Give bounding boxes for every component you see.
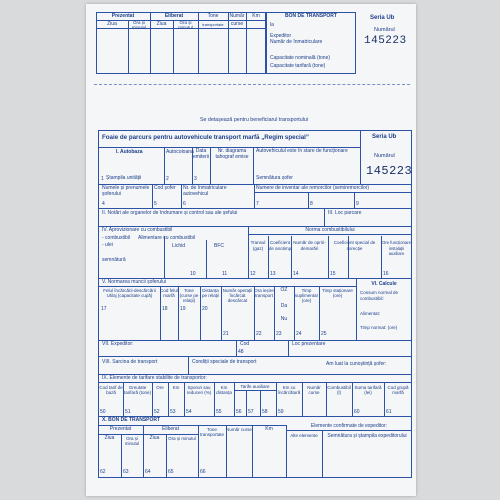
form-title: Foaie de parcurs pentru autovehicule transport marfă „Regim special” bbox=[102, 134, 309, 141]
numere-remorci-label: Numere de inventar ale remorcilor (semiremorcilor) bbox=[256, 185, 370, 191]
sec8-label: VIII. Sarcina de transport bbox=[102, 359, 158, 365]
bon-ziua-2: Ziua bbox=[149, 435, 160, 441]
bon-km: Km bbox=[265, 426, 273, 432]
stub-eliberat: Eliberat bbox=[164, 13, 184, 19]
sec6-label: VI. Calcule bbox=[371, 281, 397, 287]
cod-expeditor-label: Cod bbox=[240, 341, 250, 347]
sec2-label: II. Notări ale organelor de îndrumare și control sau ale șefului bbox=[102, 210, 238, 216]
stub-ora-2: Ora și minutul bbox=[178, 20, 193, 30]
stub-inmatriculare: Număr de înmatriculare bbox=[270, 39, 323, 45]
nume-sofer-label: Numele și prenumele șoferului bbox=[102, 185, 150, 197]
alimentat-label: Alimentat: bbox=[360, 311, 381, 316]
loc-prezentare-label: Loc prezentare bbox=[292, 341, 326, 347]
waybill-sheet: Prezentat Eliberat Tone Număr Km Ziua Ora și minutul Ziua Ora și minutul transportate curse BON DE TRANSPORT la Expeditor Număr de înmatriculare Capacitate nominală (tone) Capacitate tarifară (tone) Seria Ub Numărul 145223 Se detașează pentru beneficiarul transportului Foaie de parcurs pentru autovehicule transport marfă „Regim special” Seria Ub Numărul 145223 I. Autobaza Autocoloana Data emiterii Nr. diagrama tahograf emise Autovehiculul este în stare de funcționare 1 Ștampila unității 2 3 Semnătura șofer Numele și prenumele șoferului Cod șofer Nr. de înmatriculare autovehicul Numere de inventar ale remorcilor (semiremorcilor) 4 5 6 7 8 9 II. Notări ale organelor de îndrumare și control sau ale șefului III. Loc parcare IV. Aprovizionare cu combustibil Alimentare cu combustibil Norma combustibilului - combustibil - ulei semnătură Lichid BFC Transul (gaz) Coeficient de anotimp Număr de opriri-demarări Coeficient special de corecție Ore funcționare instalații auxiliare 10 11 12 13 14 15 16 V. Normarea muncii șoferului Felul încărcării-descărcării Utilaj (capacitate cupă) Cod felul marfă Tone (curse pe relații) Distanța pe relații Număr operații încărcat descărcat Ora ieșire transport OZ Timp suplimentar (ore) Timp staționare (ore) Da Nu 17 18 19 20 21 22 23 24 25 VI. Calcule Consum normal de combustibil: Alimentat: Timp normat: (ore) VII. Expeditor: Cod Loc prezentare 48 VIII. Sarcina de transport Condiții speciale de transport Am luat la cunoștință șofer: IX. Elemente de tarifare stabilite de transportor: Cod tarif de bază Greutate tarifară (tone) Ore Km Sporuri sau reduceri (%) Km distanța Tarife auxiliare Km cu încărcătură Număr curse Combustibil (l) Suma tarifară (lei) Cod grupă marfă 50 51 52 53 54 55 56 57 58 59 60 61 X. BON DE TRANSPORT Elemente confirmate de expeditor: Prezentat Eliberat Tone transportate Număr curse Km Alte elemente Ziua Ora și minutul Ziua Ora și minutul Semnătura și ștampila expeditorului 62 63 64 65 66 bbox=[86, 4, 416, 496]
combustibil-l-label: Combustibil (l) bbox=[327, 385, 351, 395]
sec4-label: IV. Aprovizionare cu combustibil bbox=[102, 227, 173, 233]
km-incarcatura-label: Km cu încărcătură bbox=[277, 385, 301, 395]
km-distanta-label: Km distanța bbox=[216, 385, 232, 395]
sec7-label: VII. Expeditor: bbox=[102, 341, 134, 347]
autocoloana-label: Autocoloana bbox=[166, 149, 194, 155]
bon-eliberat: Eliberat bbox=[162, 426, 179, 432]
coef-special-label: Coeficient special de corecție bbox=[333, 240, 376, 251]
ora-iesire-label: Ora ieșire transport bbox=[254, 288, 274, 298]
felul-incarcarii-label: Felul încărcării-descărcării Utilaj (capacitate cupă) bbox=[103, 288, 156, 298]
oz-label: OZ bbox=[280, 287, 288, 293]
stub-cap-nominala: Capacitate nominală (tone) bbox=[270, 55, 331, 61]
transul-label: Transul (gaz) bbox=[250, 240, 266, 251]
bfc-label: BFC bbox=[214, 243, 224, 249]
stub-numar: Număr bbox=[229, 13, 245, 19]
norma-label: Norma combustibilului bbox=[305, 227, 355, 233]
cunostinta-label: Am luat la cunoștință șofer: bbox=[326, 361, 387, 367]
bon-ziua-1: Ziua bbox=[104, 435, 115, 441]
sec3-label: III. Loc parcare bbox=[328, 210, 362, 216]
tone-curse-label: Tone (curse pe relații) bbox=[179, 288, 199, 303]
oz-nu: Nu bbox=[280, 316, 288, 322]
operatii-label: Număr operații încărcat descărcat bbox=[222, 288, 253, 303]
stub-serial-number: 145223 bbox=[364, 35, 407, 47]
stub-seria: Seria Ub bbox=[370, 15, 395, 21]
stub-curse: curse bbox=[230, 21, 244, 27]
autobaza-label: I. Autobaza bbox=[116, 149, 143, 155]
cod-marfa-label: Cod felul marfă bbox=[160, 288, 178, 298]
bon-ora-1: Ora și minutul bbox=[124, 436, 140, 446]
tarife-auxiliare-label: Tarife auxiliare bbox=[240, 384, 270, 389]
bon-alte-elemente: Alte elemente bbox=[290, 433, 318, 438]
stub-transportate: transportate bbox=[202, 22, 224, 27]
ulei-label: - ulei bbox=[102, 242, 113, 248]
form-serial-number: 145223 bbox=[366, 164, 413, 178]
bon-prezentat: Prezentat bbox=[109, 426, 132, 432]
km-label: Km bbox=[172, 385, 180, 390]
cod-sofer-label: Cod șofer bbox=[154, 185, 176, 191]
stub-ziua-2: Ziua bbox=[156, 21, 167, 27]
conditii-label: Condiții speciale de transport bbox=[192, 359, 257, 365]
form-seria: Seria Ub bbox=[372, 134, 397, 140]
alimentare-label: Alimentare cu combustibil bbox=[138, 235, 195, 241]
bon-ora-2: Ora și minutul bbox=[168, 436, 196, 441]
perforation-line bbox=[94, 84, 410, 85]
cod-grupa-label: Cod grupă marfă bbox=[387, 385, 409, 395]
semnatura-stampila-label: Semnătura și ștampila expeditorului bbox=[327, 433, 407, 439]
bon-numar-curse: Număr curse bbox=[226, 427, 252, 432]
nr-diagrama-label: Nr. diagrama tahograf emise bbox=[215, 148, 249, 160]
data-emiterii-label: Data emiterii bbox=[192, 148, 210, 160]
timp-normat-label: Timp normat: (ore) bbox=[360, 325, 398, 330]
stub-expeditor: Expeditor bbox=[270, 33, 292, 39]
confirm-label: Elemente confirmate de expeditor: bbox=[310, 423, 388, 429]
stub-prezentat: Prezentat bbox=[111, 13, 135, 19]
stub-bon-title: BON DE TRANSPORT bbox=[285, 13, 337, 19]
stampila-label: Ștampila unității bbox=[106, 175, 142, 181]
detach-note: Se detașează pentru beneficiarul transportului bbox=[199, 117, 309, 123]
cod-tarif-label: Cod tarif de bază bbox=[99, 385, 123, 395]
form-numarul: Numărul bbox=[374, 153, 395, 159]
sporuri-label: Sporuri sau reduceri (%) bbox=[186, 385, 212, 395]
timp-stationare-label: Timp staționare (ore) bbox=[322, 288, 353, 298]
stub-ziua-1: Ziua bbox=[107, 21, 117, 27]
sec10-label: X. BON DE TRANSPORT bbox=[102, 417, 161, 423]
opriri-demarari-label: Număr de opriri-demarări bbox=[293, 240, 326, 251]
suma-tarifara-label: Suma tarifară (lei) bbox=[354, 385, 382, 395]
stare-functionare-label: Autovehiculul este în stare de funcționare bbox=[256, 148, 348, 154]
bon-tone: Tone transportate bbox=[199, 427, 224, 437]
lichid-label: Lichid bbox=[172, 243, 186, 249]
coef-anotimp-label: Coeficient de anotimp bbox=[268, 240, 292, 251]
oz-da: Da bbox=[280, 303, 288, 309]
sec9-label: IX. Elemente de tarifare stabilite de transportor: bbox=[102, 375, 207, 381]
stub-numarul: Numărul bbox=[374, 27, 395, 33]
stub-cap-tarifara: Capacitate tarifară (tone) bbox=[270, 63, 326, 69]
semnatura-sofer-label: Semnătura șofer bbox=[256, 175, 293, 181]
consum-normal-label: Consum normal de combustibil: bbox=[360, 290, 399, 301]
ore-label: Ore bbox=[156, 385, 164, 390]
combustibil-label: - combustibil bbox=[102, 235, 131, 241]
stub-km: Km bbox=[252, 13, 260, 19]
ore-auxiliare-label: Ore funcționare instalații auxiliare bbox=[382, 240, 411, 257]
timp-suplimentar-label: Timp suplimentar (ore) bbox=[294, 288, 319, 303]
stub-ora-1: Ora și minutul bbox=[131, 20, 147, 30]
sec5-label: V. Normarea muncii șoferului bbox=[102, 279, 167, 285]
stub-tone: Tone bbox=[207, 13, 219, 19]
fuel-semnatura-label: semnătură bbox=[102, 257, 126, 263]
distanta-label: Distanța pe relații bbox=[201, 288, 219, 298]
greutate-tarifara-label: Greutate tarifară (tone) bbox=[123, 385, 151, 395]
stub-la: la bbox=[270, 22, 274, 28]
numar-curse-label: Număr curse bbox=[307, 385, 321, 395]
nr-inmatriculare-label: Nr. de înmatriculare autovehicul bbox=[183, 185, 227, 197]
